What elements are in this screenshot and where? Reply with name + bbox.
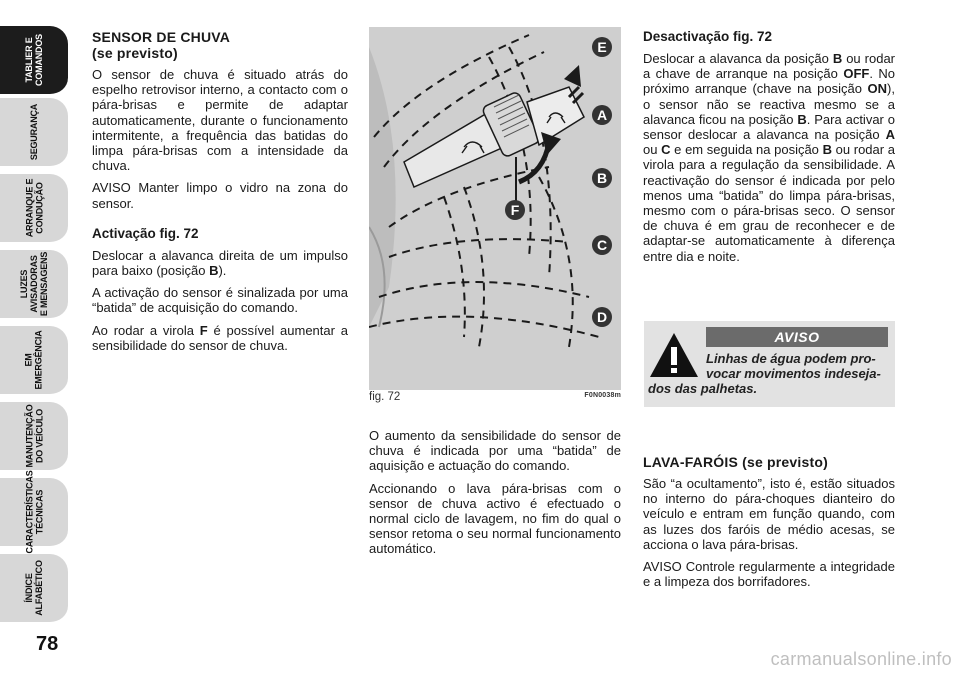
tab-indice[interactable]: [0, 554, 68, 624]
tab-label: CARACTERÍSTICAS TÉCNICAS: [24, 470, 45, 554]
tab-label: ÍNDICE ALFABÉTICO: [24, 560, 44, 616]
tab-caracteristicas[interactable]: [0, 470, 68, 554]
warning-box: [644, 321, 895, 407]
tab-luzes-avisadoras[interactable]: [0, 250, 68, 320]
column-desactivacao: [643, 29, 895, 271]
label-a: A: [596, 107, 608, 123]
label-b: B: [596, 170, 608, 186]
tab-arranque-conducao[interactable]: [0, 174, 68, 244]
figure-wiper-stalk: [369, 27, 621, 390]
tab-label: LUZES AVISADORAS E MENSAGENS: [19, 251, 49, 317]
wiper-stalk-illustration: [369, 27, 621, 390]
tab-tablier-comandos[interactable]: [0, 26, 68, 96]
paragraph: Accionando o lava pára-brisas com o sensor de chuva activo é efectuado o normal ciclo de lavagem, no fim do qual o sensor retoma o seu normal funcionamento automático.: [369, 480, 621, 557]
paragraph: Deslocar a alavanca da posição B ou rodar a chave de arranque na posição OFF. No próximo arranque (chave na posição ON), o sensor não se reactiva mesmo se a alavanca ficou na posição B. Para activar o sensor deslocar a alavanca na posição A ou C e em seguida na posição B ou rodar a virola para a regulação da sensibilidade. A reactivação do sensor é indicada por pelo menos uma “batida” do limpa pára-brisas, mesmo com o pára-brisas seco. O sensor de chuva é em grau de reconhecer e de adaptar-se automaticamente à diferença entre dia e noite.: [643, 51, 895, 264]
lava-title: LAVA-FARÓIS (se previsto): [643, 454, 828, 470]
label-e: E: [597, 39, 607, 55]
warning-text: Linhas de água podem pro- vocar movimentos indeseja- dos das palhetas.: [648, 351, 881, 396]
figure-code: F0N0038m: [584, 392, 621, 399]
paragraph: O sensor de chuva é situado atrás do espelho retrovisor interno, a contacto com o pára-brisas e permite de adaptar automaticamente, durante o funcionamento intermitente, a frequência das batidas do limpa pára-brisas com a intensidade da chuva.: [92, 67, 348, 174]
figure-caption: fig. 72 F0N0038m: [369, 391, 621, 403]
tab-label: SEGURANÇA: [29, 103, 39, 161]
paragraph: Ao rodar a virola F é possível aumentar a sensibilidade do sensor de chuva.: [92, 322, 348, 353]
tab-label: ARRANQUE E CONDUÇÃO: [23, 178, 44, 238]
deactivation-title: Desactivação fig. 72: [643, 29, 773, 44]
tab-label: EM EMERGÊNCIA: [23, 330, 44, 390]
warning-header: AVISO: [706, 327, 888, 347]
paragraph: AVISO Controle regularmente a integridade e a limpeza dos borrifadores.: [643, 559, 895, 590]
watermark: carmanualsonline.info: [770, 649, 952, 669]
tab-label: MANUTENÇÃO DO VEÍCULO: [24, 404, 44, 468]
paragraph: São “a ocultamento”, isto é, estão situados no interno do pára-choques dianteiro do veículo e entram em função quando, com as luzes dos faróis de médio acesas, se acciona o lava pára-brisas.: [643, 476, 895, 552]
tab-manutencao[interactable]: [0, 402, 68, 472]
tab-label: TABLIER E COMANDOS: [24, 34, 44, 86]
column-lava-farois: [643, 454, 895, 596]
activation-title: Activação fig. 72: [92, 225, 199, 241]
label-c: C: [596, 237, 608, 253]
column-sensor-chuva: [92, 29, 348, 360]
page-number: 78: [36, 633, 59, 655]
paragraph: O aumento da sensibilidade do sensor de chuva é indicada por uma “batida” de aquisição e actuação do comando.: [369, 428, 621, 474]
section-title: SENSOR DE CHUVA: [92, 29, 231, 45]
section-subtitle: (se previsto): [92, 45, 178, 61]
label-d: D: [596, 309, 608, 325]
paragraph: A activação do sensor é sinalizada por uma “batida” de acquisição do comando.: [92, 285, 348, 316]
column-middle-text: [369, 428, 621, 564]
paragraph: AVISO Manter limpo o vidro na zona do sensor.: [92, 180, 348, 211]
paragraph: Deslocar a alavanca direita de um impulso para baixo (posição B).: [92, 247, 348, 279]
tab-seguranca[interactable]: [0, 98, 68, 168]
tab-em-emergencia[interactable]: [0, 326, 68, 396]
label-f: F: [510, 202, 520, 218]
